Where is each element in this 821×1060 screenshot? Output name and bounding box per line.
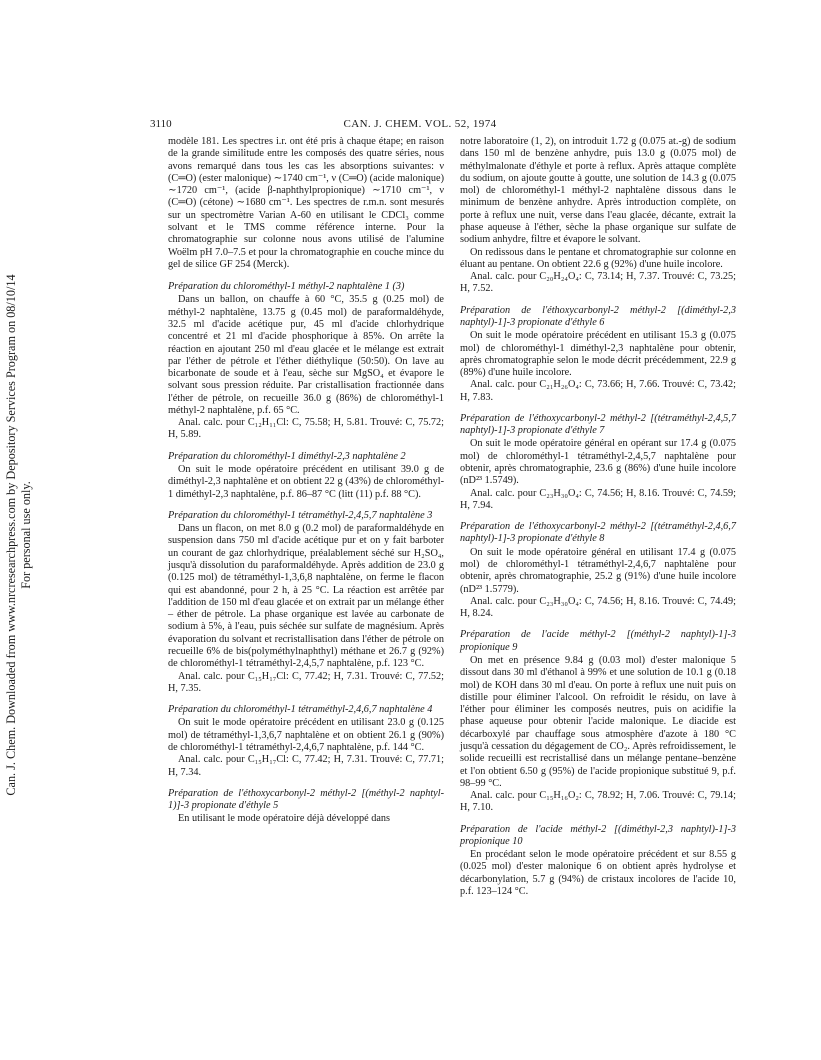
section-title-4: Préparation du chlorométhyl-1 tétraméthyl-2,4,6,7 naphtalène 4 (168, 704, 433, 716)
right-column (460, 136, 736, 898)
section-title-2: Préparation du chlorométhyl-1 diméthyl-2,3 naphtalène 2 (168, 450, 406, 462)
section-analysis-8: Anal. calc. pour C₂₃H₃₀O₄: C, 74.56; H, 8.16. Trouvé: C, 74.49; H, 8.24. (460, 595, 736, 620)
section-body-7: On suit le mode opératoire général en opérant sur 17.4 g (0.075 mol) de chlorométhyl-1 tétraméthyl-2,4,5,7 naphtalène pour obtenir, après chromatographie, 23.6 g (86%) d'une huile incolore (nD²³ 1.5749). (460, 438, 736, 487)
section-title-7: Préparation de l'éthoxycarbonyl-2 méthyl-2 [(tétraméthyl-2,4,5,7 naphtyl)-1]-3 propionate d'éthyle 7 (460, 412, 736, 437)
section-body-10: En procédant selon le mode opératoire précédent et sur 8.55 g (0.025 mol) d'ester malonique 6 on obtient après hydrolyse et décarbonylation, 5.7 g (94%) de cristaux incolores de l'acide 10, p.f. 123–124 °C. (460, 849, 736, 898)
section-analysis-4: Anal. calc. pour C₁₅H₁₇Cl: C, 77.42; H, 7.31. Trouvé: C, 77.71; H, 7.34. (168, 754, 444, 778)
section-body-8: On suit le mode opératoire général en utilisant 17.4 g (0.075 mol) de chlorométhyl-1 tétraméthyl-2,4,6,7 naphtalène pour obtenir, après chromatographie, 25.2 g (91%) d'une huile incolore (nD²³ 1.5779). (460, 546, 736, 595)
page-number: 3110 (150, 118, 172, 130)
section-analysis-6: Anal. calc. pour C₂₁H₂₆O₄: C, 73.66; H, 7.66. Trouvé: C, 73.42; H, 7.83. (460, 379, 736, 403)
section-body-5-chromatography: On redissous dans le pentane et chromatographie sur colonne en éluant au pentane. On obtient 22.6 g (92%) d'une huile incolore. (460, 246, 736, 270)
watermark-line-1: Can. J. Chem. Downloaded from www.nrcresearchpress.com by Depository Services Program on 08/10/14 (4, 274, 18, 796)
watermark-line-2: For personal use only. (19, 481, 33, 589)
section-analysis-3: Anal. calc. pour C₁₅H₁₇Cl: C, 77.42; H, 7.31. Trouvé: C, 77.52; H, 7.35. (168, 670, 444, 694)
section-title-10: Préparation de l'acide méthyl-2 [(diméthyl-2,3 naphtyl)-1]-3 propionique 10 (460, 823, 736, 847)
section-title-6: Préparation de l'éthoxycarbonyl-2 méthyl-2 [(diméthyl-2,3 naphtyl)-1]-3 propionate d'éthyle 6 (460, 304, 736, 328)
section-analysis-7: Anal. calc. pour C₂₃H₃₀O₄: C, 74.56; H, 8.16. Trouvé: C, 74.59; H, 7.94. (460, 487, 736, 511)
section-body-3: Dans un flacon, on met 8.0 g (0.2 mol) de paraformaldéhyde en suspension dans 750 ml d'acide acétique pur et on y fait barboter un courant de gaz chlorhydrique, préalablement séché sur H₂SO₄, jusqu'à dissolution du paraformaldéhyde. Après addition de 23.0 g (0.125 mol) de tétraméthyl-1,3,6,8 naphtalène, on ferme le flacon qui est abandonné, pour 2 h, à 25 °C. La réaction est arrêtée par l'addition de 150 ml d'eau glacée et on extrait par un mélange éther – éther de pétrole. La phase organique est lavée au carbonate de sodium à 5%, à l'eau, puis séchée sur sulfate de magnésium. Après évaporation du solvant et recristallisation dans l'éther de pétrole on recueille 6% de bis(polyméthylnaphthyl) méthane et 26.7 g (92%) de chlorométhyl-1 tétraméthyl-2,4,5,7 naphtalène, p.f. 123 °C. (168, 523, 444, 670)
section-analysis-1: Anal. calc. pour C₁₂H₁₁Cl: C, 75.58; H, 5.81. Trouvé: C, 75.72; H, 5.89. (168, 417, 444, 441)
section-body-1: Dans un ballon, on chauffe à 60 °C, 35.5 g (0.25 mol) de méthyl-2 naphtalène, 13.75 g (0.45 mol) de paraformaldéhyde, 32.5 ml d'acide acétique pur, 45 ml d'acide chlorhydrique concentré et 21 ml d'acide phosphorique à 85%. On arrête la réaction en ajoutant 250 ml d'eau glacée et le mélange est extrait par l'éther de pétrole et l'éther diéthylique (50:50). On lave au bicarbonate de soude et à l'eau, sèche sur MgSO₄ et évapore le solvant sous pression réduite. Par cristallisation fractionnée dans l'éther de pétrole, on recueille 36.0 g (86%) de chlorométhyl-1 méthyl-2 naphtalène, p.f. 65 °C. (168, 294, 444, 416)
intro-paragraph: modèle 181. Les spectres i.r. ont été pris à chaque étape; en raison de la grande similitude entre les composés des quatre séries, nous avons remarqué dans tous les cas les absorptions suivantes: ν (C═O) (ester malonique) ∼1740 cm⁻¹, ν (C═O) (acide malonique) ∼1720 cm⁻¹, (acide β-naphthylpropionique) ∼1710 cm⁻¹, ν (C═O) (cétone) ∼1680 cm⁻¹. Les spectres de r.m.n. sont mesurés sur un spectromètre Varian A-60 en utilisant le CDCl₃ comme solvant et le TMS comme référence interne. Pour la chromatographie sur colonne nous avons utilisé de l'alumine Woëlm pH 7.0–7.5 et pour la chromatographie en couche mince du gel de silice GF 254 (Merck). (168, 136, 444, 270)
section-body-6: On suit le mode opératoire précédent en utilisant 15.3 g (0.075 mol) de chlorométhyl-1 diméthyl-2,3 naphtalène pour obtenir, après chromatographie selon le mode décrit précédemment, 22.9 g (89%) d'une huile incolore. (460, 330, 736, 379)
section-body-5-continued: notre laboratoire (1, 2), on introduit 1.72 g (0.075 at.-g) de sodium dans 150 ml de benzène anhydre, puis 13.0 g (0.075 mol) de méthylmalonate d'éthyle et porte à reflux. Après attaque complète du sodium, on ajoute goutte à goutte, une solution de 14.3 g (0.075 mol) de chlorométhyl-1 méthyl-2 naphtalène dissous dans le minimum de benzène anhydre. Après introduction complète, on porte à reflux une nuit, verse dans l'eau glacée, décante, extrait la phase aqueuse à l'éther, sèche la phase organique sur sulfate de sodium anhydre, filtre et évapore le solvant. (460, 136, 736, 246)
section-analysis-9: Anal. calc. pour C₁₅H₁₆O₂: C, 78.92; H, 7.06. Trouvé: C, 79.14; H, 7.10. (460, 790, 736, 814)
section-analysis-5: Anal. calc. pour C₂₀H₂₄O₄: C, 73.14; H, 7.37. Trouvé: C, 73.25; H, 7.52. (460, 271, 736, 295)
section-body-9: On met en présence 9.84 g (0.03 mol) d'ester malonique 5 dissout dans 30 ml d'éthanol à 99% et une solution de 10.1 g (0.18 mol) de KOH dans 30 ml d'eau. On porte à reflux une nuit puis on distille pour éliminer l'alcool. On refroidit le résidu, on lave à l'éther pour éliminer les composés neutres, puis on acidifie la phase aqueuse pour obtenir l'acide malonique. Le diacide est décarboxylé par chauffage sous atmosphère d'azote à 180 °C jusqu'à cessation du dégagement de CO₂. Après refroidissement, le solide recueilli est recristallisé dans un mélange pentane–benzène et l'on obtient 6.50 g (95%) de l'acide propionique substitué 9, p.f. 98–99 °C. (460, 654, 736, 789)
section-body-2: On suit le mode opératoire précédent en utilisant 39.0 g de diméthyl-2,3 naphtalène et on obtient 22 g (43%) de chlorométhyl-1 diméthyl-2,3 naphtalène, p.f. 86–87 °C (litt (11) p.f. 88 °C). (168, 464, 444, 500)
section-title-1: Préparation du chlorométhyl-1 méthyl-2 naphtalène 1 (3) (168, 281, 405, 293)
section-body-4: On suit le mode opératoire précédent en utilisant 23.0 g (0.125 mol) de tétraméthyl-1,3,6,7 naphtalène et on obtient 26.1 g (90%) de chlorométhyl-1 tétraméthyl-2,4,6,7 naphtalène, p.f. 144 °C. (168, 717, 444, 753)
section-title-3: Préparation du chlorométhyl-1 tétraméthyl-2,4,5,7 naphtalène 3 (168, 509, 433, 521)
download-watermark (4, 255, 38, 815)
running-head: CAN. J. CHEM. VOL. 52, 1974 (343, 118, 497, 130)
page-header (150, 118, 690, 132)
section-title-8: Préparation de l'éthoxycarbonyl-2 méthyl-2 [(tétraméthyl-2,4,6,7 naphtyl)-1]-3 propionate d'éthyle 8 (460, 521, 736, 545)
section-title-5: Préparation de l'éthoxycarbonyl-2 méthyl-2 [(méthyl-2 naphtyl-1)]-3 propionate d'éthyle 5 (168, 787, 444, 812)
section-body-5-start: En utilisant le mode opératoire déjà développé dans (178, 813, 391, 825)
left-column (168, 136, 444, 826)
section-title-9: Préparation de l'acide méthyl-2 [(méthyl-2 naphtyl)-1]-3 propionique 9 (460, 629, 736, 653)
